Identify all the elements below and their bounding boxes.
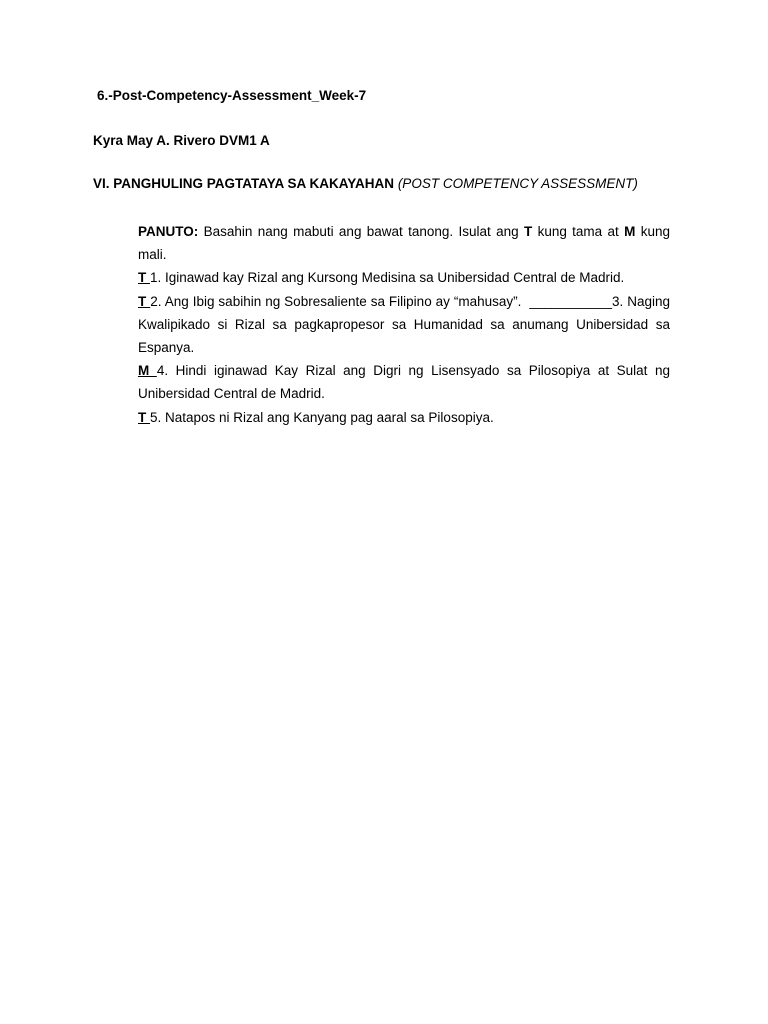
item-1-answer: T [138, 270, 150, 286]
assessment-body [138, 220, 670, 429]
section-heading [93, 175, 638, 192]
instructions-label: PANUTO: [138, 224, 199, 239]
item-2 [138, 290, 670, 360]
item-5 [138, 406, 670, 429]
false-letter: M [624, 224, 636, 239]
document-filename: 6.-Post-Competency-Assessment_Week-7 [97, 88, 367, 103]
instructions-paragraph [138, 220, 670, 266]
instructions-text-3: kung mali. [138, 224, 670, 263]
item-5-answer: T [138, 409, 150, 425]
item-4-answer: M [138, 363, 157, 379]
item-5-text: 5. Natapos ni Rizal ang Kanyang pag aaral sa Pilosopiya. [150, 409, 494, 425]
item-3-blank: ___________ [529, 293, 612, 309]
item-4-text: 4. Hindi iginawad Kay Rizal ang Digri ng Lisensyado sa Pilosopiya at Sulat ng Unibersidad Central de Madrid. [138, 363, 670, 402]
item-2-answer: T [138, 293, 151, 309]
item-4 [138, 359, 670, 405]
instructions-text-2: kung tama at [537, 224, 619, 239]
item-1-text: 1. Iginawad kay Rizal ang Kursong Medisina sa Unibersidad Central de Madrid. [150, 270, 625, 286]
author-line: Kyra May A. Rivero DVM1 A [93, 133, 270, 148]
item-1 [138, 266, 670, 289]
true-letter: T [523, 224, 533, 239]
section-subtitle: (POST COMPETENCY ASSESSMENT) [397, 176, 638, 191]
item-2-text: 2. Ang Ibig sabihin ng Sobresaliente sa Filipino ay “mahusay”. [150, 293, 522, 309]
item-3-text: 3. Naging Kwalipikado si Rizal sa pagkapropesor sa Humanidad sa anumang Unibersidad sa Espanya. [138, 293, 670, 356]
instructions-text-1: Basahin nang mabuti ang bawat tanong. Isulat ang [203, 224, 519, 239]
section-title: VI. PANGHULING PAGTATAYA SA KAKAYAHAN [93, 176, 395, 191]
